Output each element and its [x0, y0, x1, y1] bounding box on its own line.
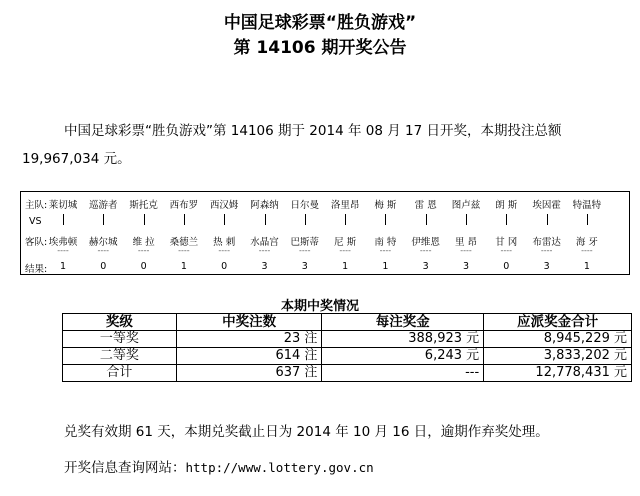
prize-header-row — [63, 314, 632, 331]
vs-divider — [144, 214, 145, 225]
home-team: 日尔曼 — [290, 200, 320, 211]
separator-dash: ---- — [137, 246, 150, 255]
vs-divider — [103, 214, 104, 225]
home-team: 斯托克 — [129, 200, 158, 211]
separator-dash: ---- — [299, 246, 311, 255]
separator-dash: ---- — [460, 246, 472, 255]
separator-dash: ---- — [500, 246, 513, 255]
separator-dash: ---- — [419, 246, 432, 255]
match-result: 1 — [382, 261, 389, 272]
header-level: 奖级 — [63, 314, 177, 331]
header-per-bet: 每注奖金 — [322, 314, 484, 331]
vs-label: VS — [29, 216, 42, 227]
match-result: 3 — [422, 261, 429, 272]
home-team: 图卢兹 — [451, 200, 481, 211]
away-team: 维 拉 — [132, 237, 155, 248]
vs-divider — [184, 214, 185, 225]
match-result: 0 — [503, 261, 510, 272]
away-team: 赫尔城 — [89, 237, 118, 248]
announcement-subtitle: 第 14106 期开奖公告 — [233, 38, 407, 58]
home-team: 洛里昂 — [330, 200, 360, 211]
separator-dash: ---- — [540, 246, 553, 255]
prize-per-bet: 388,923 元 — [322, 331, 484, 348]
prize-winners: 637 注 — [176, 365, 322, 382]
away-team: 桑德兰 — [169, 237, 199, 248]
prize-total: 3,833,202 元 — [484, 348, 632, 365]
away-team: 尼 斯 — [334, 237, 357, 248]
home-team: 梅 斯 — [374, 200, 397, 211]
away-team: 南 特 — [374, 237, 397, 248]
vs-divider — [466, 214, 467, 225]
prize-section-title: 本期中奖情况 — [280, 299, 359, 314]
home-team: 埃因霍 — [532, 200, 561, 211]
away-team: 热 刺 — [213, 237, 236, 248]
prize-per-bet: --- — [322, 365, 484, 382]
vs-divider — [506, 214, 507, 225]
away-team: 水晶宫 — [250, 237, 279, 248]
intro-line-2: 19,967,034 元。 — [22, 151, 131, 167]
prize-winners: 23 注 — [176, 331, 322, 348]
separator-dash: ---- — [258, 246, 271, 255]
vs-divider — [587, 214, 588, 225]
home-team: 雷 恩 — [414, 200, 437, 211]
query-note — [64, 456, 374, 476]
away-team: 海 牙 — [575, 237, 598, 248]
vs-divider — [385, 214, 386, 225]
home-team: 朗 斯 — [495, 200, 518, 211]
match-result: 3 — [301, 261, 308, 272]
match-result: 1 — [342, 261, 349, 272]
home-label: 主队: — [25, 200, 48, 211]
separator-dash: ---- — [57, 246, 69, 255]
announcement-title: 中国足球彩票“胜负游戏” — [223, 13, 417, 33]
vs-divider — [63, 214, 64, 225]
away-label: 客队: — [25, 237, 48, 248]
prize-row-first — [63, 331, 632, 348]
prize-table — [62, 313, 632, 382]
vs-divider — [426, 214, 427, 225]
match-result: 3 — [462, 261, 470, 272]
vs-divider — [265, 214, 266, 225]
vs-divider — [224, 214, 225, 225]
home-team: 阿森纳 — [250, 200, 279, 211]
match-result: 3 — [543, 261, 550, 272]
away-team: 巴斯蒂 — [290, 237, 320, 248]
prize-total: 8,945,229 元 — [484, 331, 632, 348]
query-label: 开奖信息查询网站： — [64, 460, 186, 476]
result-label: 结果: — [25, 264, 48, 275]
intro-line-1: 中国足球彩票“胜负游戏”第 14106 期于 2014 年 08 月 17 日开奖，本期投注总额 — [64, 123, 562, 139]
prize-level: 一等奖 — [63, 331, 177, 348]
home-team: 西布罗 — [169, 200, 199, 211]
header-winners: 中奖注数 — [176, 314, 322, 331]
separator-dash: ---- — [379, 246, 392, 255]
prize-total: 12,778,431 元 — [484, 365, 632, 382]
separator-dash: ---- — [218, 246, 230, 255]
match-result: 0 — [100, 261, 107, 272]
validity-note: 兑奖有效期 61 天，本期兑奖截止日为 2014 年 10 月 16 日，逾期作弃奖处理。 — [64, 424, 549, 440]
match-result: 3 — [261, 261, 268, 272]
away-team: 布雷达 — [532, 237, 561, 248]
away-team: 埃弗顿 — [48, 237, 78, 248]
match-result: 0 — [221, 261, 228, 272]
away-team: 甘 冈 — [495, 237, 518, 248]
away-team: 伊维恩 — [411, 237, 440, 248]
prize-level: 二等奖 — [63, 348, 177, 365]
home-team: 西汉姆 — [209, 200, 239, 211]
home-team: 莱切城 — [48, 200, 78, 211]
match-table — [20, 191, 630, 275]
match-result: 1 — [583, 261, 590, 272]
header-total: 应派奖金合计 — [484, 314, 632, 331]
prize-per-bet: 6,243 元 — [322, 348, 484, 365]
prize-row-total — [63, 365, 632, 382]
vs-divider — [305, 214, 306, 225]
match-result: 1 — [180, 261, 187, 272]
prize-row-second — [63, 348, 632, 365]
match-result: 0 — [140, 261, 147, 272]
separator-dash: ---- — [97, 246, 110, 255]
match-result: 1 — [59, 261, 67, 272]
separator-dash: ---- — [178, 246, 190, 255]
home-team: 特温特 — [572, 200, 602, 211]
separator-dash: ---- — [581, 246, 593, 255]
lottery-website-link[interactable]: http://www.lottery.gov.cn — [185, 460, 374, 475]
separator-dash: ---- — [339, 246, 351, 255]
prize-winners: 614 注 — [176, 348, 322, 365]
vs-divider — [345, 214, 346, 225]
away-team: 里 昂 — [454, 237, 478, 248]
home-team: 巡游者 — [89, 200, 118, 211]
vs-divider — [547, 214, 548, 225]
prize-level: 合计 — [63, 365, 177, 382]
